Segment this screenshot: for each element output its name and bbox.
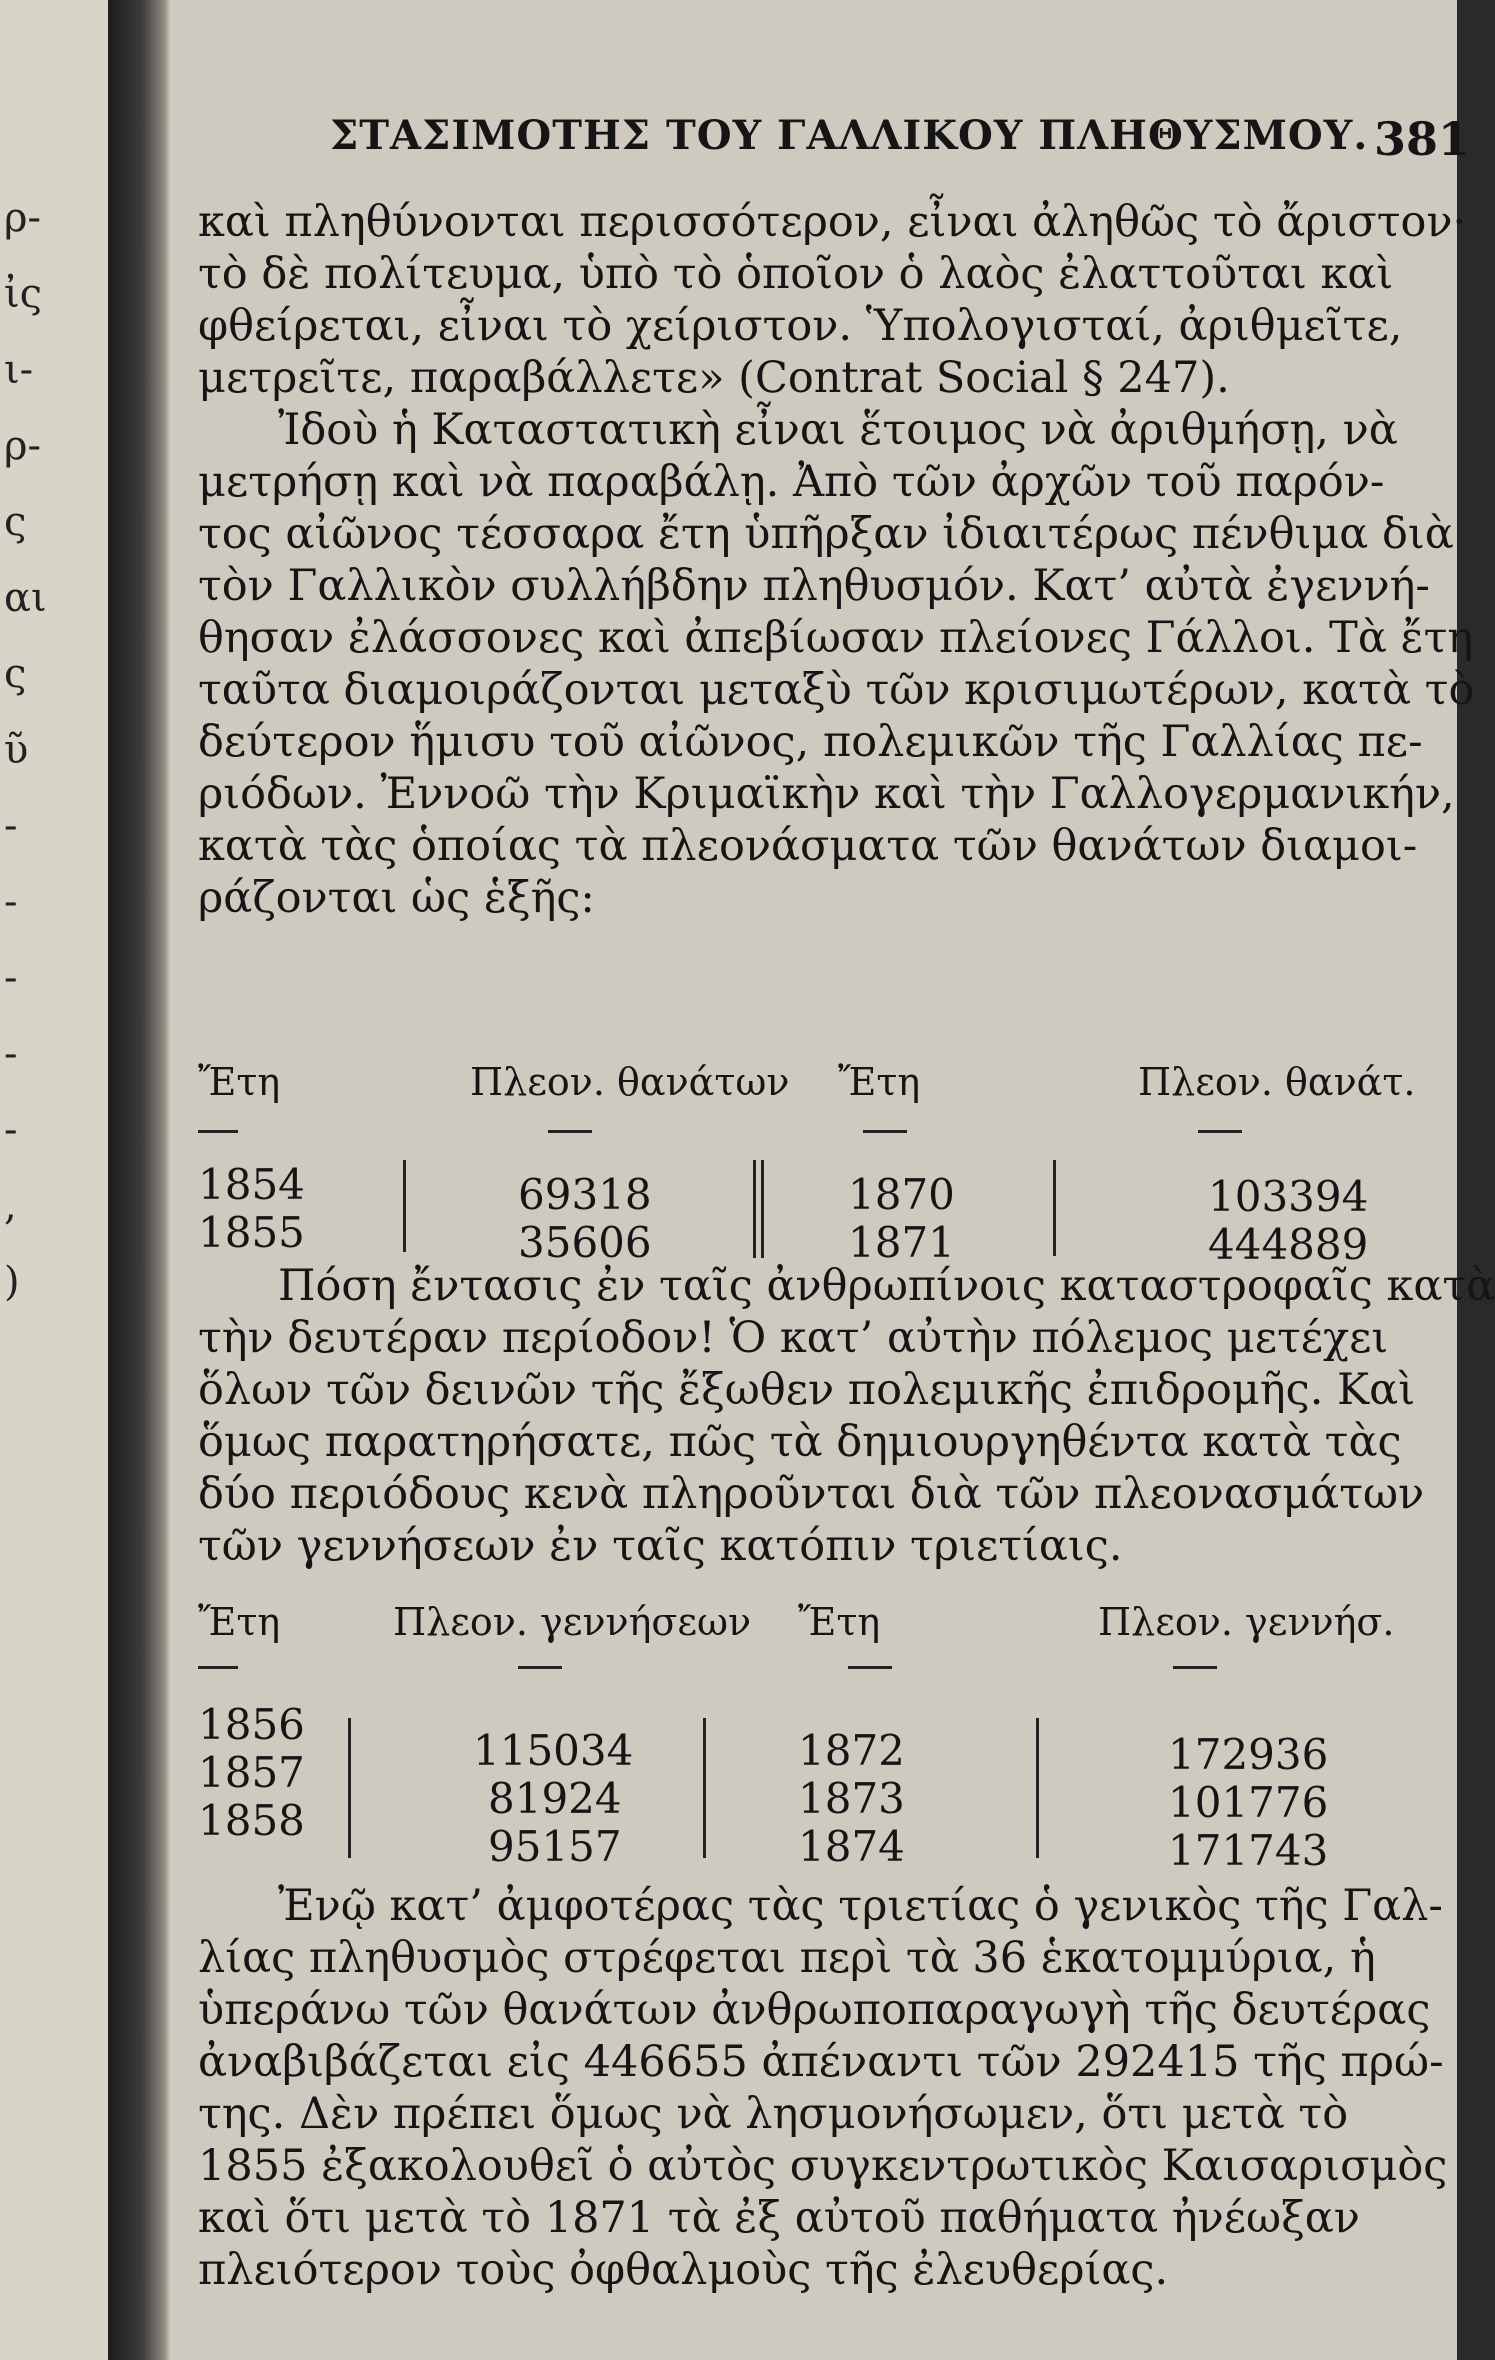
text-line: ὑπεράνω τῶν θανάτων ἀνθρωποπαραγωγὴ τῆς δευτέρας <box>198 1985 1431 2035</box>
table-cell: 172936 <box>1168 1730 1329 1779</box>
text-line: ράζονται ὡς ἑξῆς: <box>198 873 595 923</box>
book-spine-shadow <box>108 0 170 2360</box>
text-line: μετρήσῃ καὶ νὰ παραβάλῃ. Ἀπὸ τῶν ἀρχῶν τοῦ παρόν- <box>198 457 1385 507</box>
page <box>170 0 1495 2360</box>
column-header: Ἔτη <box>798 1600 881 1644</box>
table-cell: 1857 <box>198 1748 305 1797</box>
column-divider <box>403 1160 406 1252</box>
column-header: Πλεον. γεννήσ. <box>1098 1600 1395 1644</box>
header-rule <box>1198 1130 1242 1133</box>
column-divider <box>348 1718 351 1858</box>
column-divider <box>753 1160 756 1258</box>
text-line: κατὰ τὰς ὁποίας τὰ πλεονάσματα τῶν θανάτων διαμοι- <box>198 821 1418 871</box>
fragment: , <box>4 1183 17 1229</box>
column-divider <box>703 1718 706 1858</box>
text-line: καὶ ὅτι μετὰ τὸ 1871 τὰ ἐξ αὐτοῦ παθήματα ἠνέωξαν <box>198 2193 1360 2243</box>
page-number: 381 <box>1373 112 1470 166</box>
text-line: ἀναβιβάζεται εἰς 446655 ἀπέναντι τῶν 292415 τῆς πρώ- <box>198 2037 1444 2087</box>
column-divider <box>1053 1160 1056 1256</box>
header-rule <box>198 1130 238 1133</box>
text-line: 1855 ἐξακολουθεῖ ὁ αὐτὸς συγκεντρωτικὸς Καισαρισμὸς <box>198 2141 1448 2191</box>
text-line: της. Δὲν πρέπει ὅμως νὰ λησμονήσωμεν, ὅτι μετὰ τὸ <box>198 2089 1349 2139</box>
header-rule <box>848 1666 892 1669</box>
table-cell: 69318 <box>518 1170 652 1219</box>
header-rule <box>518 1666 562 1669</box>
table-cell: 1856 <box>198 1700 305 1749</box>
fragment: - <box>4 803 18 849</box>
table-cell: 95157 <box>488 1822 622 1871</box>
text-line: δεύτερον ἥμισυ τοῦ αἰῶνος, πολεμικῶν τῆς Γαλλίας πε- <box>198 717 1423 767</box>
table-cell: 1873 <box>798 1774 905 1823</box>
fragment: ς <box>4 499 27 545</box>
table-cell: 1872 <box>798 1726 905 1775</box>
text-line: ὅμως παρατηρήσατε, πῶς τὰ δημιουργηθέντα κατὰ τὰς <box>198 1417 1402 1467</box>
table-cell: 1855 <box>198 1208 305 1257</box>
column-header: Πλεον. γεννήσεων <box>393 1600 752 1644</box>
column-divider <box>1036 1718 1039 1858</box>
table-death-surplus <box>198 1060 1473 1280</box>
column-divider <box>761 1160 764 1258</box>
fragment: αι <box>4 575 47 621</box>
fragment: ρ- <box>4 423 42 469</box>
fragment: ι- <box>4 347 34 393</box>
column-header: Πλεον. θανάτων <box>470 1060 790 1104</box>
paragraph-3 <box>198 1880 1473 2296</box>
column-header: Πλεον. θανάτ. <box>1138 1060 1416 1104</box>
fragment: ) <box>4 1259 20 1305</box>
text-line: φθείρεται, εἶναι τὸ χείριστον. Ὑπολογισταί, ἀριθμεῖτε, <box>198 301 1403 351</box>
paragraph-1 <box>198 196 1473 924</box>
header-rule <box>863 1130 907 1133</box>
text-line: μετρεῖτε, παραβάλλετε» (Contrat Social § 247). <box>198 353 1230 403</box>
paragraph-2 <box>198 1260 1495 1572</box>
table-cell: 115034 <box>473 1726 634 1775</box>
text-line: πλειότερον τοὺς ὀφθαλμοὺς τῆς ἐλευθερίας. <box>198 2245 1169 2295</box>
text-line: ριόδων. Ἐννοῶ τὴν Κριμαϊκὴν καὶ τὴν Γαλλογερμανικήν, <box>198 769 1455 819</box>
text-line: ταῦτα διαμοιράζονται μεταξὺ τῶν κρισιμωτέρων, κατὰ τὸ <box>198 665 1475 715</box>
fragment: - <box>4 1107 18 1153</box>
fragment: - <box>4 1031 18 1077</box>
table-cell: 1870 <box>848 1170 955 1219</box>
table-cell: 444889 <box>1208 1220 1369 1269</box>
table-cell: 35606 <box>518 1218 652 1267</box>
text-line: τὸ δὲ πολίτευμα, ὑπὸ τὸ ὁποῖον ὁ λαὸς ἐλαττοῦται καὶ <box>198 249 1394 299</box>
table-cell: 101776 <box>1168 1778 1329 1827</box>
table-cell: 171743 <box>1168 1826 1329 1875</box>
header-rule <box>198 1666 238 1669</box>
text-line: Ἐνῷ κατ’ ἀμφοτέρας τὰς τριετίας ὁ γενικὸς τῆς Γαλ- <box>278 1881 1443 1931</box>
fragment: ρ- <box>4 195 42 241</box>
page-header <box>330 112 1470 172</box>
column-header: Ἔτη <box>838 1060 921 1104</box>
fragment: ῦ <box>4 727 29 773</box>
fragment: - <box>4 955 18 1001</box>
text-line: τῶν γεννήσεων ἐν ταῖς κατόπιν τριετίαις. <box>198 1521 1123 1571</box>
text-line: δύο περιόδους κενὰ πληροῦνται διὰ τῶν πλεονασμάτων <box>198 1469 1425 1519</box>
fragment: - <box>4 879 18 925</box>
text-line: Πόση ἔντασις ἐν ταῖς ἀνθρωπίνοις καταστροφαῖς κατὰ <box>278 1261 1495 1311</box>
table-cell: 1858 <box>198 1796 305 1845</box>
text-line: καὶ πληθύνονται περισσότερον, εἶναι ἀληθῶς τὸ ἄριστον· <box>198 197 1467 247</box>
running-title: ΣΤΑΣΙΜΟΤΗΣ ΤΟΥ ΓΑΛΛΙΚΟΥ ΠΛΗΘΥΣΜΟΥ. <box>330 112 1369 159</box>
table-cell: 81924 <box>488 1774 622 1823</box>
facing-page-fragments <box>4 180 104 1320</box>
text-line: τὴν δευτέραν περίοδον! Ὁ κατ’ αὐτὴν πόλεμος μετέχει <box>198 1313 1389 1363</box>
header-rule <box>1173 1666 1217 1669</box>
table-birth-surplus <box>198 1600 1473 1880</box>
text-line: Ἰδοὺ ἡ Καταστατικὴ εἶναι ἕτοιμος νὰ ἀριθμήσῃ, νὰ <box>278 405 1398 455</box>
text-line: λίας πληθυσμὸς στρέφεται περὶ τὰ 36 ἑκατομμύρια, ἡ <box>198 1933 1376 1983</box>
table-cell: 1854 <box>198 1160 305 1209</box>
column-header: Ἔτη <box>198 1600 281 1644</box>
fragment: ς <box>4 651 27 697</box>
header-rule <box>548 1130 592 1133</box>
text-line: θησαν ἐλάσσονες καὶ ἀπεβίωσαν πλείονες Γάλλοι. Τὰ ἔτη <box>198 613 1474 663</box>
text-line: τὸν Γαλλικὸν συλλήβδην πληθυσμόν. Κατ’ αὐτὰ ἐγεννή- <box>198 561 1430 611</box>
fragment: ἰς <box>4 271 43 317</box>
table-cell: 1874 <box>798 1822 905 1871</box>
table-cell: 103394 <box>1208 1172 1369 1221</box>
facing-page-edge <box>0 0 108 2360</box>
column-header: Ἔτη <box>198 1060 281 1104</box>
text-line: ὅλων τῶν δεινῶν τῆς ἔξωθεν πολεμικῆς ἐπιδρομῆς. Καὶ <box>198 1365 1416 1415</box>
text-line: τος αἰῶνος τέσσαρα ἔτη ὑπῆρξαν ἰδιαιτέρως πένθιμα διὰ <box>198 509 1454 559</box>
table-cell: 1871 <box>848 1218 955 1267</box>
